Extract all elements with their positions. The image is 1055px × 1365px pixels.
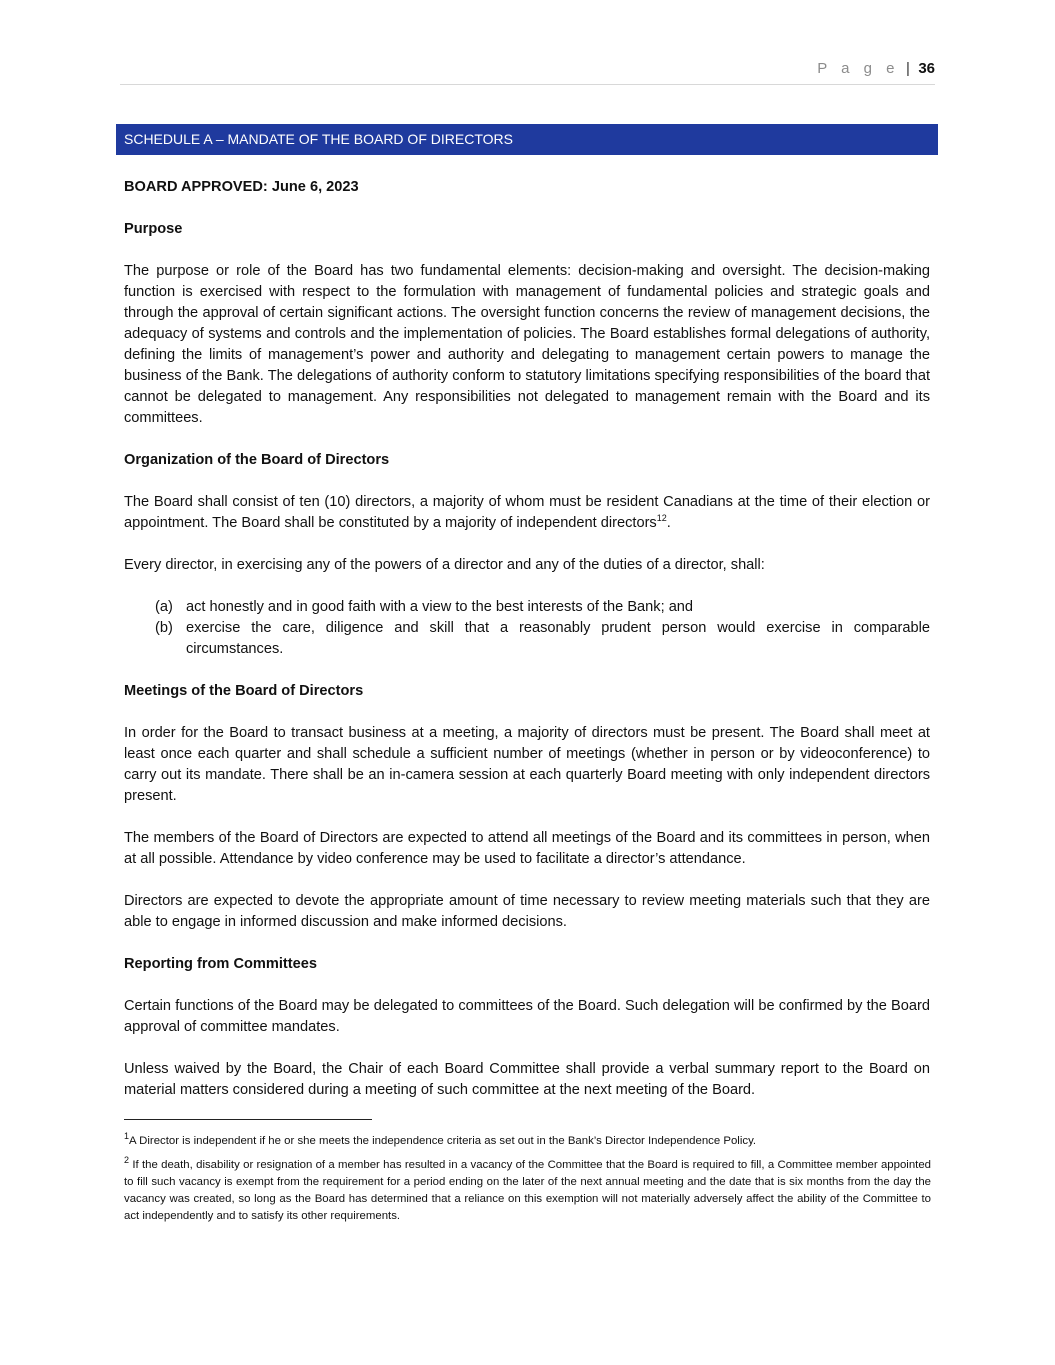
footnote-text: If the death, disability or resignation of a member has resulted in a vacancy of the Committee that the Board is required to fill, a Committee member appointed to fill such vacancy is exempt from the requirement for a period ending on the later of the next annual meeting and the date that is six months from the day the vacancy was created, so long as the Board has determined that a reliance on this exemption will not materially adversely affect the ability of the Committee to act independently and to satisfy its other requirements. bbox=[124, 1158, 931, 1222]
purpose-heading: Purpose bbox=[124, 221, 183, 237]
approval-date: BOARD APPROVED: June 6, 2023 bbox=[124, 179, 359, 195]
organization-paragraph bbox=[124, 492, 930, 534]
organization-text: The Board shall consist of ten (10) directors, a majority of whom must be resident Canadians at the time of their election or appointment. The Board shall be constituted by a majority of independent directors bbox=[124, 494, 930, 531]
list-marker: (b) bbox=[155, 620, 173, 636]
organization-heading: Organization of the Board of Directors bbox=[124, 452, 390, 468]
page-label: P a g e bbox=[817, 60, 900, 77]
meetings-paragraph-2: The members of the Board of Directors are expected to attend all meetings of the Board and its committees in person, when at all possible. Attendance by video conference may be used to facilitate a director’s attendance. bbox=[124, 830, 930, 867]
list-marker: (a) bbox=[155, 599, 173, 615]
duties-intro: Every director, in exercising any of the powers of a director and any of the duties of a director, shall: bbox=[124, 557, 765, 573]
reporting-heading: Reporting from Committees bbox=[124, 956, 317, 972]
meetings-paragraph-1: In order for the Board to transact business at a meeting, a majority of directors must be present. The Board shall meet at least once each quarter and shall schedule a sufficient number of meetings (whether in person or by videoconference) to carry out its mandate. There shall be an in-camera session at each quarterly Board meeting with only independent directors present. bbox=[124, 725, 930, 804]
footnotes bbox=[124, 1128, 931, 1227]
footnote-marker: 1 bbox=[124, 1131, 130, 1141]
list-item bbox=[124, 618, 930, 660]
list-item-text: act honestly and in good faith with a view to the best interests of the Bank; and bbox=[186, 599, 694, 615]
footnote-divider bbox=[124, 1119, 372, 1120]
footnote-1 bbox=[124, 1128, 931, 1150]
page-header bbox=[120, 60, 935, 85]
document-body bbox=[124, 177, 930, 1122]
reporting-paragraph-2: Unless waived by the Board, the Chair of each Board Committee shall provide a verbal summary report to the Board on material matters considered during a meeting of such committee at the next meeting of the Board. bbox=[124, 1061, 930, 1098]
footnote-text: A Director is independent if he or she meets the independence criteria as set out in the Bank’s Director Independence Policy. bbox=[129, 1134, 757, 1147]
schedule-banner: SCHEDULE A – MANDATE OF THE BOARD OF DIRECTORS bbox=[116, 124, 938, 155]
list-item bbox=[124, 597, 930, 618]
page-separator: | bbox=[905, 60, 910, 77]
footnote-reference: 12 bbox=[656, 513, 667, 524]
footnote-2 bbox=[124, 1152, 931, 1225]
purpose-paragraph: The purpose or role of the Board has two fundamental elements: decision-making and oversight. The decision-making function is exercised with respect to the formulation with management of fundamental policies and strategic goals and through the approval of certain significant actions. The oversight function concerns the review of management decisions, the adequacy of systems and controls and the implementation of policies. The Board establishes formal delegations of authority, defining the limits of management’s power and authority and delegating to management certain powers to manage the business of the Bank. The delegations of authority conform to statutory limitations specifying responsibilities of the board that cannot be delegated to management. Any responsibilities not delegated to management remain with the Board and its committees. bbox=[124, 263, 930, 426]
reporting-paragraph-1: Certain functions of the Board may be delegated to committees of the Board. Such delegation will be confirmed by the Board approval of committee mandates. bbox=[124, 998, 930, 1035]
duties-list bbox=[124, 597, 930, 660]
meetings-paragraph-3: Directors are expected to devote the appropriate amount of time necessary to review meeting materials such that they are able to engage in informed discussion and make informed decisions. bbox=[124, 893, 930, 930]
meetings-heading: Meetings of the Board of Directors bbox=[124, 683, 364, 699]
page-number: 36 bbox=[918, 60, 935, 77]
organization-end: . bbox=[666, 515, 671, 531]
list-item-text: exercise the care, diligence and skill that a reasonably prudent person would exercise in comparable circumstances. bbox=[186, 620, 930, 657]
footnote-marker: 2 bbox=[124, 1154, 130, 1165]
